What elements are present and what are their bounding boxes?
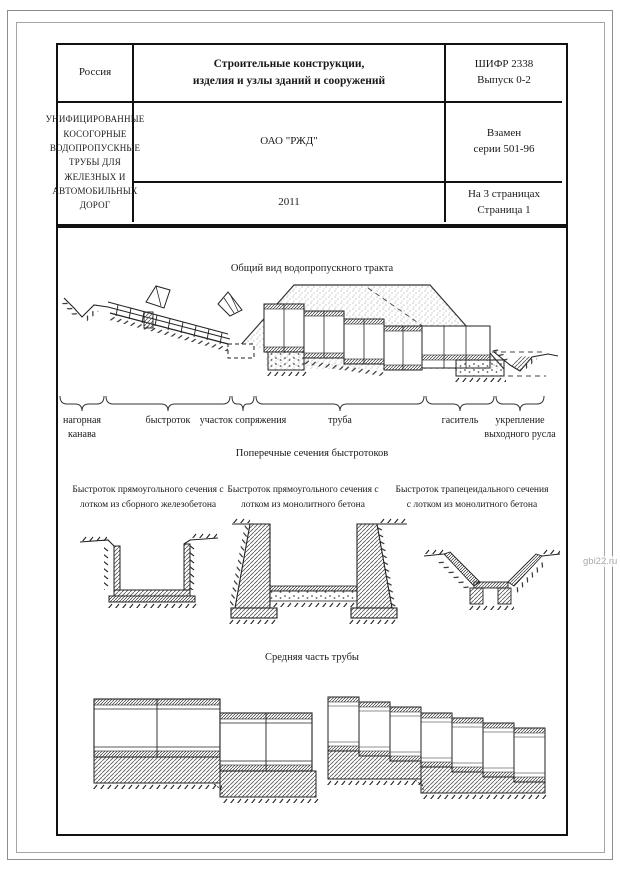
cell-replaces: [446, 103, 562, 183]
cross-sections-diagram: [58, 516, 566, 634]
label-chute: быстроток: [145, 415, 191, 426]
org-label: ОАО "РЖД": [260, 135, 318, 148]
cell-year: [134, 183, 446, 222]
cell-pages: [446, 183, 562, 222]
pages-line2: Страница 1: [477, 203, 531, 216]
general-view-diagram: [58, 272, 566, 418]
middle-part-diagram: [58, 681, 566, 806]
cell-doc-title: [45, 103, 145, 222]
site-watermark: gbi22.ru: [583, 556, 618, 567]
caption-monolithic-rect-chute: Быстроток прямоугольного сечения с лотком из монолитного бетона: [227, 485, 379, 510]
title-block-table: [45, 43, 568, 228]
caption-precast-rect-chute: Быстроток прямоугольного сечения с лотком из сборного железобетона: [72, 485, 224, 510]
year-label: 2011: [278, 195, 300, 208]
code-line2: Выпуск 0-2: [477, 74, 531, 86]
label-outlet-channel: укрепление выходного русла: [484, 415, 556, 440]
drawing-frame: [56, 224, 568, 836]
label-junction: участок сопряжения: [199, 415, 287, 426]
cell-org: [134, 103, 446, 183]
replaces-line1: Взамен: [486, 127, 522, 140]
cell-series-title: [134, 45, 446, 103]
replaces-line2: серии 501-96: [473, 143, 535, 155]
country-label: Россия: [78, 66, 112, 79]
doc-title-text: УНИФИЦИРОВАННЫЕ КОСОГОРНЫЕ ВОДОПРОПУСКНЫЕ ТРУБЫ ДЛЯ ЖЕЛЕЗНЫХ И АВТОМОБИЛЬНЫХ ДОРОГ: [45, 114, 145, 211]
series-title-line1: Строительные конструкции,: [213, 58, 365, 71]
code-line1: ШИФР 2338: [474, 58, 534, 71]
series-title-line2: изделия и узлы зданий и сооружений: [192, 75, 386, 87]
caption-trapezoid-chute: Быстроток трапецеидального сечения с лотком из монолитного бетона: [395, 485, 549, 510]
label-pipe: труба: [328, 415, 352, 426]
pages-line1: На 3 страницах: [467, 187, 541, 200]
label-dissipator: гаситель: [441, 415, 479, 426]
label-upland-ditch: нагорная канава: [62, 415, 102, 440]
cross-sections-title: Поперечные сечения быстротоков: [235, 448, 389, 459]
cell-country: [58, 45, 134, 103]
cell-code: [446, 45, 562, 103]
middle-part-title: Средняя часть трубы: [265, 652, 359, 663]
general-view-title: Общий вид водопропускного тракта: [230, 263, 394, 274]
